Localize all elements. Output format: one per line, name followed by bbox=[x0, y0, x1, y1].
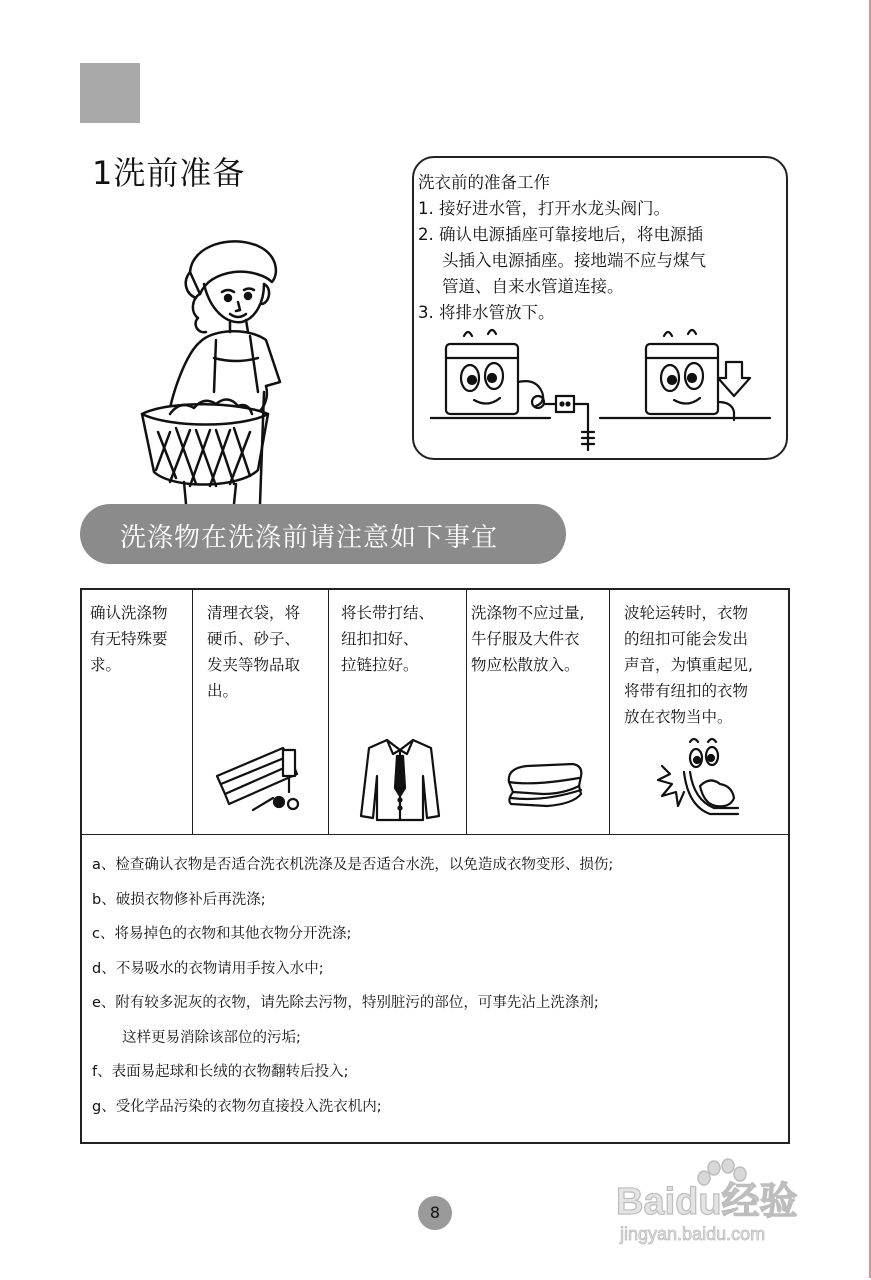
table-row-divider bbox=[82, 834, 788, 835]
note-line: 将长带打结、 bbox=[341, 604, 435, 622]
baidu-watermark bbox=[616, 1158, 826, 1248]
pocket-items-icon bbox=[213, 740, 313, 820]
note-line: 将带有纽扣的衣物 bbox=[624, 682, 749, 700]
folded-clothes-icon bbox=[503, 760, 587, 810]
notice-banner-text: 洗涤物在洗涤前请注意如下事宜 bbox=[120, 523, 499, 553]
note-line: 出。 bbox=[207, 682, 239, 700]
preparation-step-2-cont: 头插入电源插座。接地端不应与煤气 bbox=[442, 251, 706, 270]
note-column-text bbox=[471, 600, 584, 678]
note-line: 洗涤物不应过量, bbox=[471, 604, 585, 622]
rule-item-f: f、表面易起球和长绒的衣物翻转后投入; bbox=[92, 1064, 349, 1080]
rule-item-d: d、不易吸水的衣物请用手按入水中; bbox=[92, 960, 324, 977]
washer-noise-icon bbox=[654, 736, 744, 820]
note-line: 求。 bbox=[90, 656, 122, 674]
rule-item-c: c、将易掉色的衣物和其他衣物分开洗涤; bbox=[92, 926, 352, 942]
rule-item-g: g、受化学品污染的衣物勿直接投入洗衣机内; bbox=[92, 1098, 382, 1115]
note-line: 清理衣袋，将 bbox=[207, 604, 301, 622]
note-line: 放在衣物当中。 bbox=[624, 708, 733, 726]
rule-item-e: e、附有较多泥灰的衣物，请先除去污物，特别脏污的部位，可事先沾上洗涤剂; bbox=[92, 995, 599, 1011]
note-line: 有无特殊要 bbox=[90, 630, 168, 648]
rules-list bbox=[92, 848, 613, 1124]
preparation-step-3: 3. 将排水管放下。 bbox=[418, 303, 555, 322]
washer-machines-illustration bbox=[430, 322, 780, 456]
notes-table bbox=[80, 588, 790, 1144]
note-line: 发夹等物品取 bbox=[207, 656, 301, 674]
note-column-text bbox=[341, 600, 434, 678]
preparation-step-2-cont2: 管道、自来水管道连接。 bbox=[442, 277, 624, 296]
note-line: 物应松散放入。 bbox=[471, 656, 580, 674]
note-column-text bbox=[90, 600, 168, 678]
rule-item-b: b、破损衣物修补后再洗涤; bbox=[92, 891, 266, 908]
shirt-icon bbox=[357, 736, 443, 824]
section-title: 1洗前准备 bbox=[92, 154, 246, 192]
watermark-url: jingyan.baidu.com bbox=[620, 1224, 766, 1244]
note-line: 的纽扣可能会发出 bbox=[624, 630, 749, 648]
rule-item-a: a、检查确认衣物是否适合洗衣机洗涤及是否适合水洗，以免造成衣物变形、损伤; bbox=[92, 857, 614, 873]
preparation-text bbox=[418, 170, 706, 326]
woman-with-basket-illustration bbox=[130, 232, 290, 504]
note-column-2 bbox=[193, 590, 329, 834]
note-line: 波轮运转时，衣物 bbox=[624, 604, 749, 622]
note-column-3 bbox=[329, 590, 467, 834]
preparation-step-2: 2. 确认电源插座可靠接地后，将电源插 bbox=[418, 225, 703, 244]
note-line: 拉链拉好。 bbox=[341, 656, 419, 674]
note-column-5 bbox=[610, 590, 788, 834]
note-column-4 bbox=[467, 590, 610, 834]
rule-item-e-cont: 这样更易消除该部位的污垢; bbox=[122, 1029, 301, 1046]
note-column-text bbox=[624, 600, 753, 730]
note-column-1 bbox=[82, 590, 193, 834]
watermark-brand: Baidu经验 bbox=[616, 1181, 798, 1223]
page-number: 8 bbox=[418, 1196, 452, 1230]
notice-banner bbox=[80, 504, 566, 564]
section-marker bbox=[80, 63, 140, 123]
note-line: 牛仔服及大件衣 bbox=[471, 630, 580, 648]
note-column-text bbox=[207, 600, 300, 704]
preparation-heading: 洗衣前的准备工作 bbox=[418, 173, 550, 192]
note-line: 确认洗涤物 bbox=[90, 604, 168, 622]
preparation-step-1: 1. 接好进水管，打开水龙头阀门。 bbox=[418, 199, 670, 218]
note-line: 声音，为慎重起见, bbox=[624, 656, 753, 674]
note-line: 纽扣扣好、 bbox=[341, 630, 419, 648]
note-line: 硬币、砂子、 bbox=[207, 630, 301, 648]
